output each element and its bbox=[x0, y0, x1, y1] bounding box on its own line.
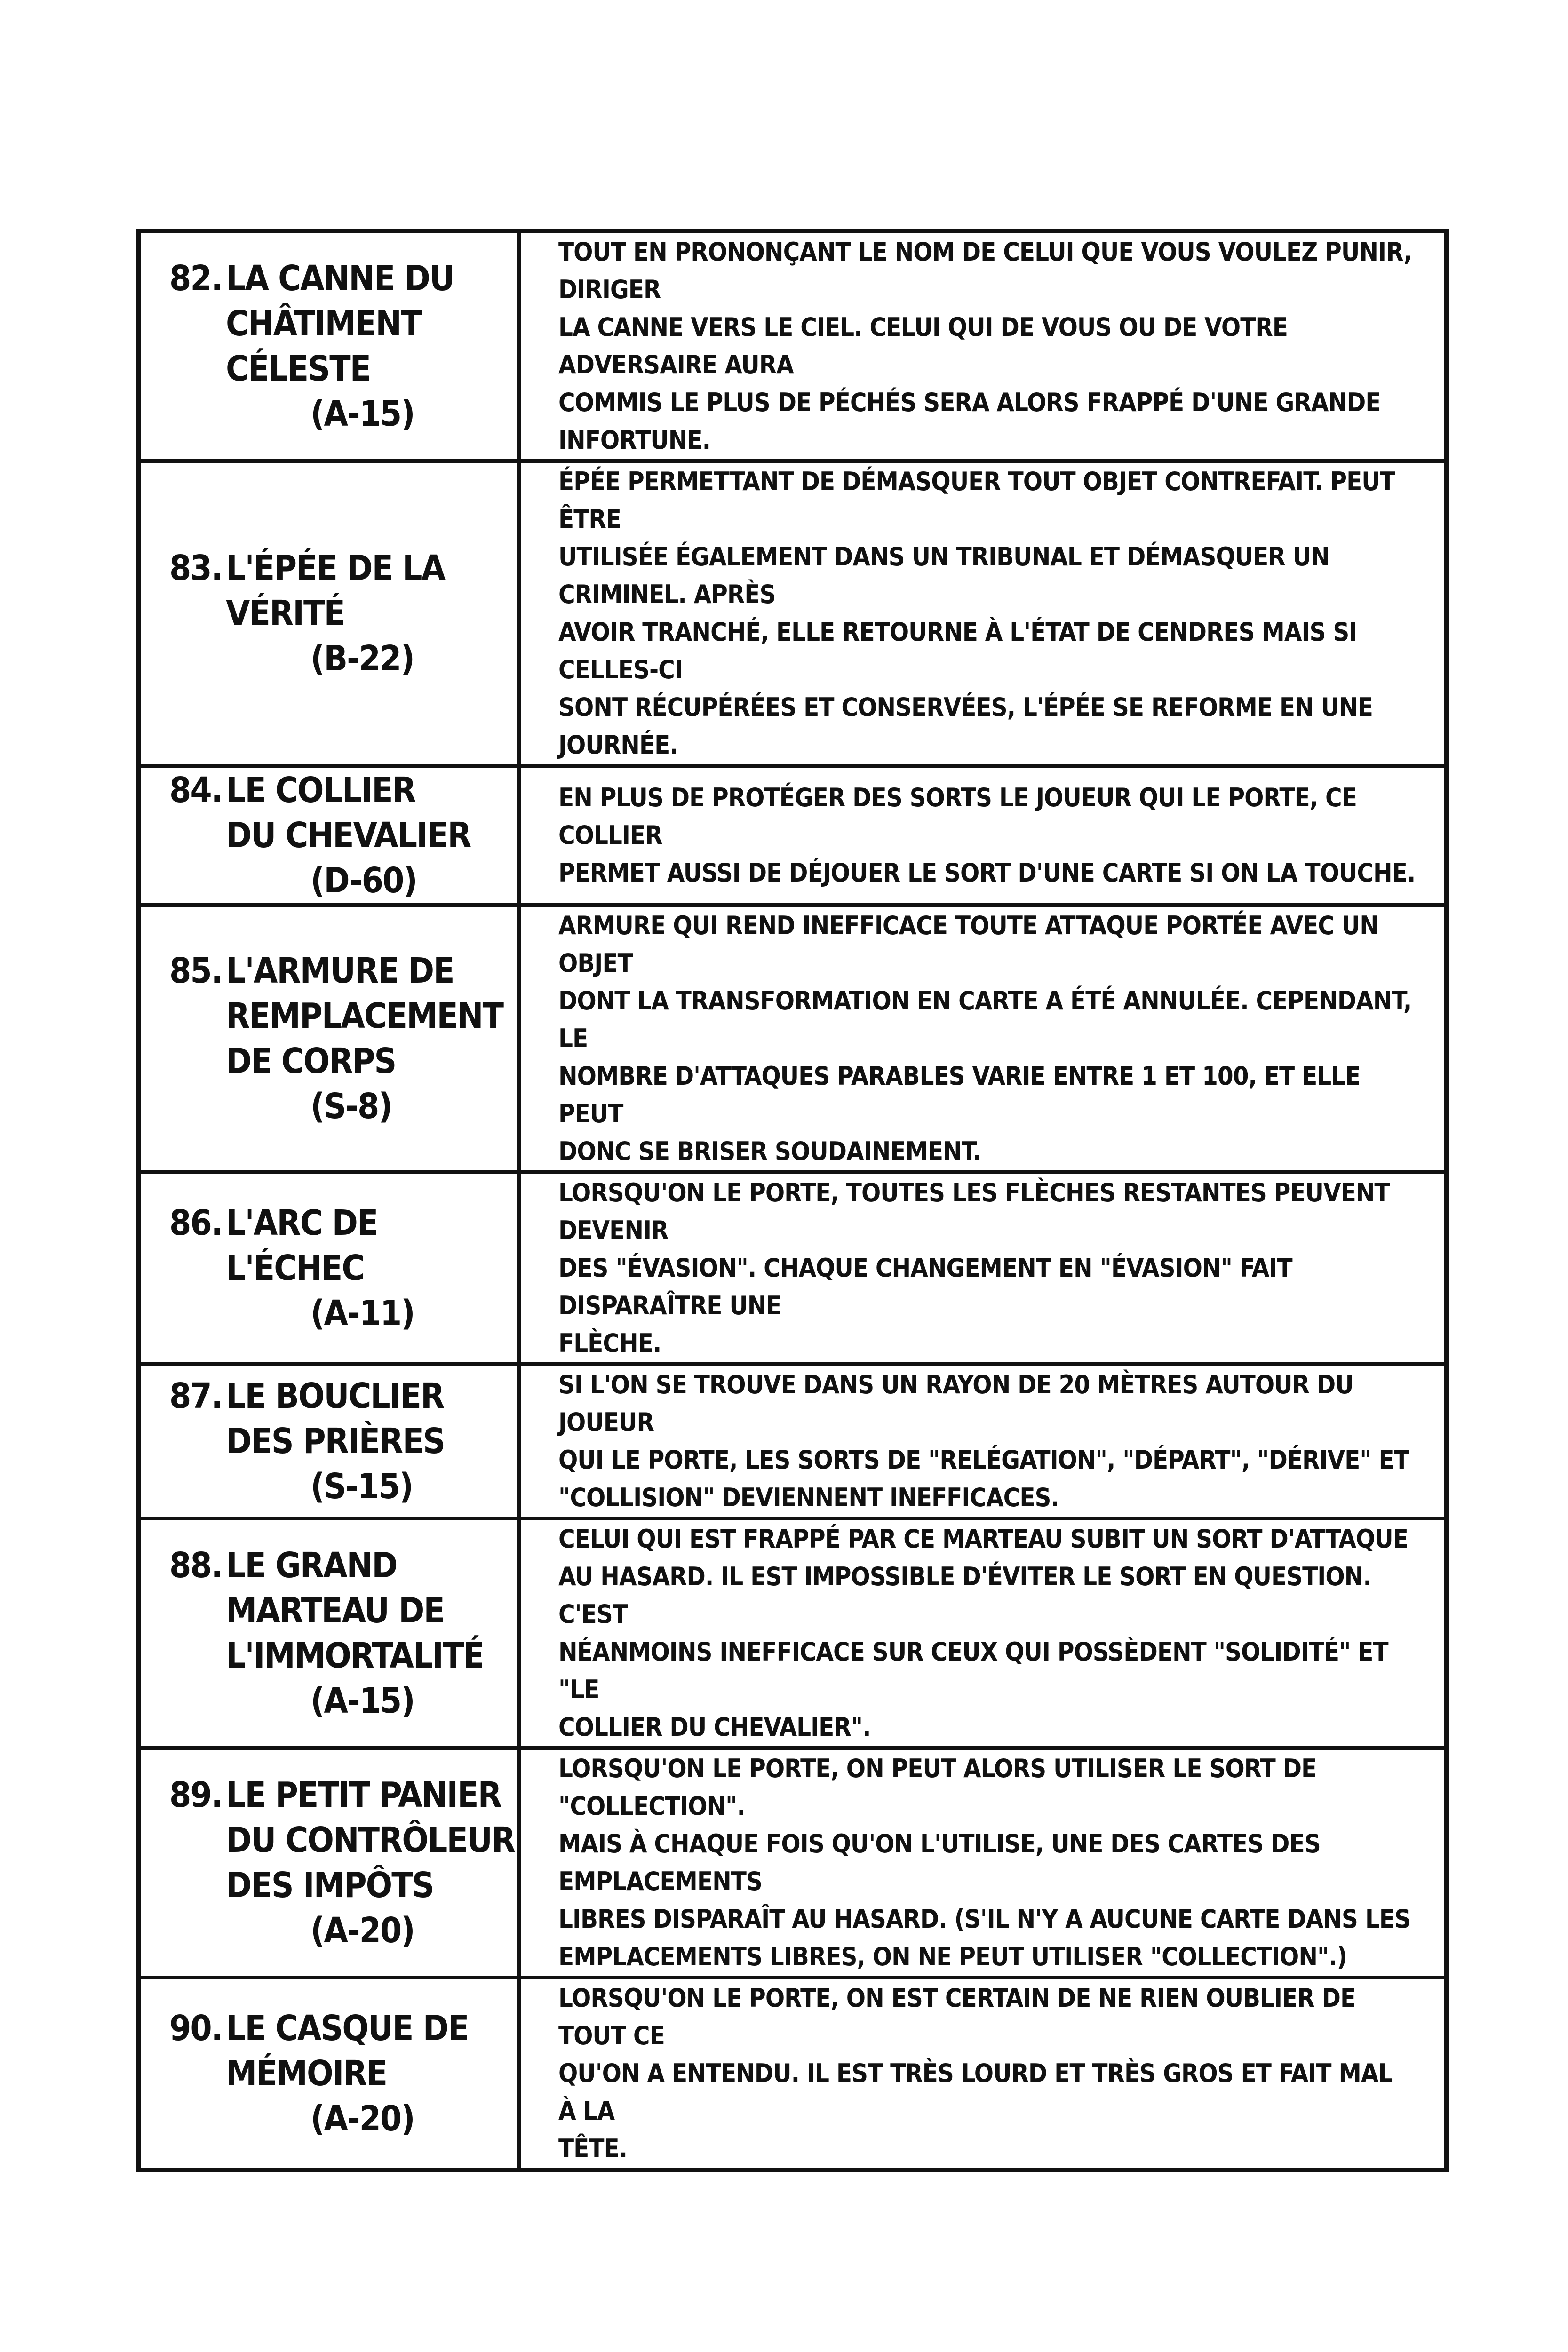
card-title: LE COLLIER DU CHEVALIER bbox=[226, 770, 471, 856]
table-row bbox=[139, 766, 1447, 905]
card-title: LA CANNE DU CHÂTIMENT CÉLESTE bbox=[226, 258, 454, 389]
card-name-cell bbox=[139, 1172, 519, 1364]
card-name-cell bbox=[139, 766, 519, 905]
card-code: (A-20) bbox=[310, 2098, 414, 2139]
card-description-cell bbox=[519, 231, 1447, 461]
card-code: (A-11) bbox=[310, 1293, 414, 1334]
table-row bbox=[139, 1748, 1447, 1978]
table-row bbox=[139, 1518, 1447, 1748]
card-description: CELUI QUI EST FRAPPÉ PAR CE MARTEAU SUBIT UN SORT D'ATTAQUE AU HASARD. IL EST IMPOSSIBLE D'ÉVITER LE SORT EN QUESTION. C'EST NÉANMOINS INEFFICACE SUR CEUX QUI POSSÈDENT "SOLIDITÉ" ET "LE COLLIER DU CHEVALIER". bbox=[558, 1524, 1408, 1742]
card-name-cell bbox=[139, 1748, 519, 1978]
card-code: (D-60) bbox=[310, 860, 417, 901]
card-name-cell bbox=[139, 1518, 519, 1748]
card-description: LORSQU'ON LE PORTE, TOUTES LES FLÈCHES RESTANTES PEUVENT DEVENIR DES "ÉVASION". CHAQUE CHANGEMENT EN "ÉVASION" FAIT DISPARAÎTRE UNE FLÈCHE. bbox=[558, 1178, 1390, 1358]
card-description-cell bbox=[519, 1364, 1447, 1518]
card-description-cell bbox=[519, 1748, 1447, 1978]
card-number: 88. bbox=[169, 1545, 222, 1586]
card-number: 82. bbox=[169, 258, 222, 299]
card-title: LE GRAND MARTEAU DE L'IMMORTALITÉ bbox=[226, 1545, 484, 1676]
card-description: EN PLUS DE PROTÉGER DES SORTS LE JOUEUR QUI LE PORTE, CE COLLIER PERMET AUSSI DE DÉJOUER LE SORT D'UNE CARTE SI ON LA TOUCHE. bbox=[558, 783, 1416, 888]
card-number: 90. bbox=[169, 2008, 222, 2049]
table-row bbox=[139, 1364, 1447, 1518]
card-number: 85. bbox=[169, 951, 222, 991]
card-description-cell bbox=[519, 1978, 1447, 2170]
card-code: (A-15) bbox=[310, 1681, 414, 1721]
table-row bbox=[139, 461, 1447, 766]
card-description-cell bbox=[519, 905, 1447, 1172]
table-row bbox=[139, 1172, 1447, 1364]
card-code: (B-22) bbox=[310, 638, 414, 679]
card-number: 83. bbox=[169, 548, 222, 588]
card-number: 89. bbox=[169, 1775, 222, 1815]
card-number: 87. bbox=[169, 1376, 222, 1416]
table-row bbox=[139, 231, 1447, 461]
card-code: (S-8) bbox=[310, 1086, 392, 1127]
card-title: LE PETIT PANIER DU CONTRÔLEUR DES IMPÔTS bbox=[226, 1775, 515, 1906]
card-name-cell bbox=[139, 461, 519, 766]
table-row bbox=[139, 1978, 1447, 2170]
card-description-cell bbox=[519, 766, 1447, 905]
card-description: LORSQU'ON LE PORTE, ON EST CERTAIN DE NE RIEN OUBLIER DE TOUT CE QU'ON A ENTENDU. IL EST TRÈS LOURD ET TRÈS GROS ET FAIT MAL À LA TÊTE. bbox=[558, 1983, 1393, 2163]
card-description: LORSQU'ON LE PORTE, ON PEUT ALORS UTILISER LE SORT DE "COLLECTION". MAIS À CHAQUE FOIS QU'ON L'UTILISE, UNE DES CARTES DES EMPLACEMENTS LIBRES DISPARAÎT AU HASARD. (S'IL N'Y A AUCUNE CARTE DANS LES EMPLACEMENTS LIBRES, ON NE PEUT UTILISER "COLLECTION".) bbox=[558, 1754, 1410, 1971]
card-number: 86. bbox=[169, 1203, 222, 1243]
card-name-cell bbox=[139, 905, 519, 1172]
card-description: ARMURE QUI REND INEFFICACE TOUTE ATTAQUE PORTÉE AVEC UN OBJET DONT LA TRANSFORMATION EN CARTE A ÉTÉ ANNULÉE. CEPENDANT, LE NOMBRE D'ATTAQUES PARABLES VARIE ENTRE 1 ET 100, ET ELLE PEUT DONC SE BRISER SOUDAINEMENT. bbox=[558, 911, 1412, 1166]
card-code: (S-15) bbox=[310, 1466, 413, 1507]
card-description: SI L'ON SE TROUVE DANS UN RAYON DE 20 MÈTRES AUTOUR DU JOUEUR QUI LE PORTE, LES SORTS DE "RELÉGATION", "DÉPART", "DÉRIVE" ET "COLLISION" DEVIENNENT INEFFICACES. bbox=[558, 1370, 1409, 1512]
card-title: LE BOUCLIER DES PRIÈRES bbox=[226, 1376, 445, 1462]
card-description: ÉPÉE PERMETTANT DE DÉMASQUER TOUT OBJET CONTREFAIT. PEUT ÊTRE UTILISÉE ÉGALEMENT DANS UN TRIBUNAL ET DÉMASQUER UN CRIMINEL. APRÈS AVOIR TRANCHÉ, ELLE RETOURNE À L'ÉTAT DE CENDRES MAIS SI CELLES-CI SONT RÉCUPÉRÉES ET CONSERVÉES, L'ÉPÉE SE REFORME EN UNE JOURNÉE. bbox=[558, 467, 1395, 760]
card-name-cell bbox=[139, 231, 519, 461]
card-description-cell bbox=[519, 1518, 1447, 1748]
card-code: (A-20) bbox=[310, 1910, 414, 1951]
card-title: L'ARMURE DE REMPLACEMENT DE CORPS bbox=[226, 951, 503, 1081]
table-row bbox=[139, 905, 1447, 1172]
card-number: 84. bbox=[169, 770, 222, 810]
card-title: LE CASQUE DE MÉMOIRE bbox=[226, 2008, 469, 2094]
card-name-cell bbox=[139, 1978, 519, 2170]
card-description: TOUT EN PRONONÇANT LE NOM DE CELUI QUE VOUS VOULEZ PUNIR, DIRIGER LA CANNE VERS LE CIEL. CELUI QUI DE VOUS OU DE VOTRE ADVERSAIRE AURA COMMIS LE PLUS DE PÉCHÉS SERA ALORS FRAPPÉ D'UNE GRANDE INFORTUNE. bbox=[558, 237, 1412, 455]
card-code: (A-15) bbox=[310, 394, 414, 434]
card-title: L'ÉPÉE DE LA VÉRITÉ bbox=[226, 548, 445, 634]
card-table bbox=[136, 229, 1449, 2172]
card-description-cell bbox=[519, 461, 1447, 766]
card-description-cell bbox=[519, 1172, 1447, 1364]
card-title: L'ARC DE L'ÉCHEC bbox=[226, 1203, 378, 1288]
card-name-cell bbox=[139, 1364, 519, 1518]
